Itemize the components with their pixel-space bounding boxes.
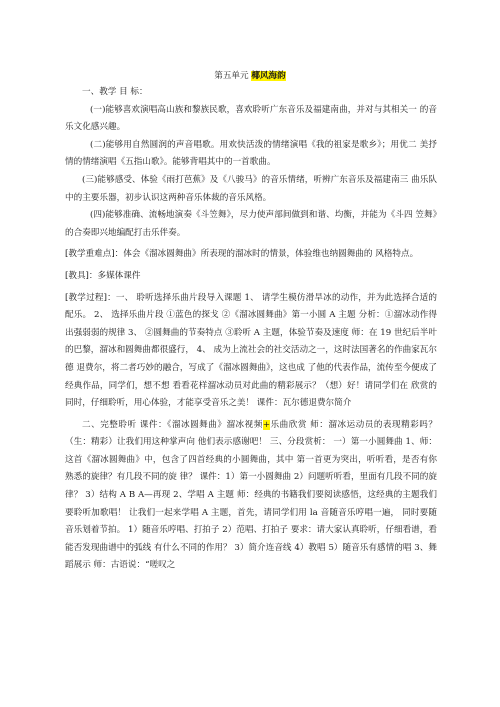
paragraph-teaching-process: [教学过程]：一、 聆听选择乐曲片段导入课题 1、 请学生模仿滑旱冰的动作，并为此选择合适的配乐。 2、 选择乐曲片段 ①蓝色的探戈 ②《溜冰圆舞曲》第一小圆 A 主题 分析：①溜冰动作得出强弱弱的规律 3、 ②圆舞曲的节奏特点 ③聆听 A 主题，体验节奏及速度 师：在 19 世纪后半叶的巴黎，溜冰和圆舞曲都很盛行， 4、 成为上流社会的社交活动之一，这时法国著名的作曲家瓦尔德 退费尔，将二者巧妙的融合，写成了《溜冰圆舞曲》，这也成 了他的代表作品，流传至今便成了经典作品，同学们，想不想 看看花样溜冰动员对此曲的精彩展示？（想）好！请同学们在 欣赏的同时，仔细聆听，用心体验，才能享受音乐之美！ 课件：瓦尔德退费尔简介 <box>65 292 437 409</box>
document-title <box>0 70 500 82</box>
paragraph-objective-1: (一)能够喜欢演唱高山族和黎族民歌，喜欢聆听广东音乐及福建南曲，并对与其相关一 的音乐文化感兴趣。 <box>65 104 437 133</box>
title-highlight: 椰风海韵 <box>251 71 286 81</box>
paragraph-key-points: [教学重难点]：体会《溜冰圆舞曲》所表现的溜冰时的情景，体验维也纳圆舞曲的 风格特点。 <box>65 249 419 260</box>
highlight-mark: + <box>262 419 271 430</box>
listening-text-after: 乐曲欣赏 师：溜冰运动员的表现精彩吗？（生：精彩）让我们用这种掌声向 他们表示感谢吧！ 三、分段赏析： 一）第一小圆舞曲 1、师：这首《溜冰圆舞曲》中，包含了四首经典的小圆舞曲，其中 第一首更为突出，听听看，是否有你熟悉的旋律？有几段不同的旋 律？ 课件：1）第一小圆舞曲 2）问题听听看，里面有几段不同的旋律？ 3）结构 A B A—再现 2、学唱 A 主题 师：经典的书籍我们要阅读感悟，这经典的主题我们要聆听加歌唱！ 让我们一起来学唱 A 主题，首先，请同学们用 la 音随音乐哼唱一遍， 同时要随音乐划着节拍。 1）随音乐哼唱、打拍子 2）范唱、打拍子 要求：请大家认真聆听，仔细看谱，看能否发现曲谱中的弧线 有什么不同的作用？ 3）简介连音线 4）教唱 5）随音乐有感情的唱 3、舞蹈展示 师：古语说：“嗟叹之 <box>65 419 437 571</box>
paragraph-objective-2: (二)能够用自然圆润的声音唱歌。用欢快活泼的情绪演唱《我的祖家是歌乡》；用优二 美抒情的情绪演唱《五指山歌》。能够背唱其中的一首歌曲。 <box>65 139 437 168</box>
listening-text-before: 二、完整聆听 课件：《溜冰圆舞曲》溜冰视频 <box>82 419 263 430</box>
title-prefix: 第五单元 <box>214 71 249 81</box>
paragraph-teaching-aids: [教具]：多媒体课件 <box>65 270 141 281</box>
paragraph-objective-3: (三)能够感受、体验《雨打芭蕉》及《八骏马》的音乐情绪，听辨广东音乐及福建南三 曲乐队中的主要乐器，初步认识这两种音乐体裁的音乐风格。 <box>65 174 437 203</box>
paragraph-objective-4: (四)能够准确、流畅地演奏《斗笠舞》，尽力使声部间做到和谐、均衡，并能为《斗四 笠舞》的合奏即兴地编配打击乐伴奏。 <box>65 210 437 238</box>
document-body <box>65 84 437 575</box>
paragraph-full-listening <box>65 417 437 575</box>
paragraph-objectives-heading: 一、教学 目 标： <box>82 87 148 97</box>
